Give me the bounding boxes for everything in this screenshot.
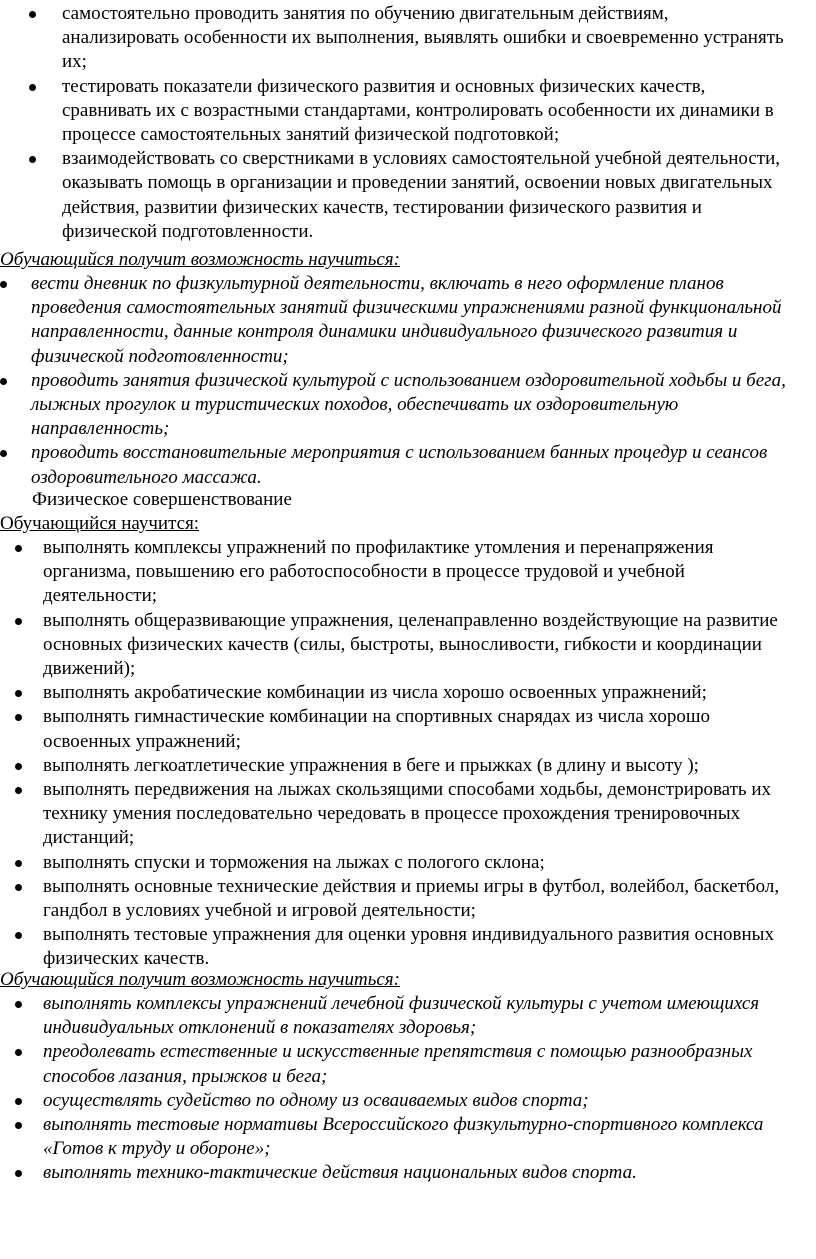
list-item: вести дневник по физкультурной деятельности, включать в него оформление планов проведения самостоятельных занятий физическими упражнениями разной функциональной направленности, данные контроля динамики индивидуального физического развития и физической подготовленности; [0,272,816,369]
list-item: выполнять общеразвивающие упражнения, целенаправленно воздействующие на развитие основных физических качеств (силы, быстроты, выносливости, гибкости и координации движений); [0,609,800,682]
opportunity-list-physical [0,992,800,1186]
opportunity-list-activity [0,272,816,490]
bullet-icon [15,545,22,552]
bullet-icon [29,84,36,91]
bullet-icon [0,281,7,288]
list-item: выполнять легкоатлетические упражнения в беге и прыжках (в длину и высоту ); [0,754,800,778]
bullet-icon [0,450,7,457]
list-item: выполнять комплексы упражнений лечебной физической культуры с учетом имеющихся индивидуальных отклонений в показателях здоровья; [0,992,800,1040]
bullet-icon [15,618,22,625]
list-item: выполнять спуски и торможения на лыжах с пологого склона; [0,851,800,875]
list-item: проводить занятия физической культурой с использованием оздоровительной ходьбы и бега, лыжных прогулок и туристических походов, обеспечивать их оздоровительную направленность; [0,369,816,442]
list-item: выполнять гимнастические комбинации на спортивных снарядах из числа хорошо освоенных упражнений; [0,705,800,753]
list-item: выполнять тестовые упражнения для оценки уровня индивидуального развития основных физических качеств. [0,923,800,971]
list-item: проводить восстановительные мероприятия с использованием банных процедур и сеансов оздоровительного массажа. [0,441,816,489]
list-item: тестировать показатели физического развития и основных физических качеств, сравнивать их с возрастными стандартами, контролировать особенности их динамики в процессе самостоятельных занятий физической подготовкой; [0,75,784,148]
learning-list-physical [0,536,800,972]
section-heading-learning: Обучающийся научится: [0,513,200,534]
bullet-icon [15,932,22,939]
list-item: взаимодействовать со сверстниками в условиях самостоятельной учебной деятельности, оказывать помощь в организации и проведении занятий, освоении новых двигательных действия, развитии физических качеств, тестировании физического развития и физической подготовленности. [0,147,784,244]
section-heading-opportunity-physical: Обучающийся получит возможность научиться: [0,969,400,990]
list-item: выполнять технико-тактические действия национальных видов спорта. [0,1161,800,1185]
section-subtitle: Физическое совершенствование [32,489,292,510]
list-item: осуществлять судейство по одному из осваиваемых видов спорта; [0,1089,800,1113]
bullet-icon [15,1049,22,1056]
list-item: самостоятельно проводить занятия по обучению двигательным действиям, анализировать особенности их выполнения, выявлять ошибки и своевременно устранять их; [0,2,784,75]
bullet-icon [15,884,22,891]
bullet-icon [15,714,22,721]
bullet-icon [29,11,36,18]
bullet-icon [15,1098,22,1105]
list-item: выполнять комплексы упражнений по профилактике утомления и перенапряжения организма, повышению его работоспособности в процессе трудовой и учебной деятельности; [0,536,800,609]
skills-list-independent-activity [0,2,784,244]
bullet-icon [15,1001,22,1008]
section-heading-opportunity: Обучающийся получит возможность научиться: [0,249,400,270]
bullet-icon [29,156,36,163]
list-item: преодолевать естественные и искусственные препятствия с помощью разнообразных способов лазания, прыжков и бега; [0,1040,800,1088]
list-item: выполнять акробатические комбинации из числа хорошо освоенных упражнений; [0,681,800,705]
bullet-icon [15,860,22,867]
bullet-icon [15,1170,22,1177]
bullet-icon [15,763,22,770]
list-item: выполнять передвижения на лыжах скользящими способами ходьбы, демонстрировать их технику умения последовательно чередовать в процессе прохождения тренировочных дистанций; [0,778,800,851]
bullet-icon [0,378,7,385]
list-item: выполнять тестовые нормативы Всероссийского физкультурно-спортивного комплекса «Готов к труду и обороне»; [0,1113,800,1161]
bullet-icon [15,1122,22,1129]
bullet-icon [15,787,22,794]
list-item: выполнять основные технические действия и приемы игры в футбол, волейбол, баскетбол, гандбол в условиях учебной и игровой деятельности; [0,875,800,923]
bullet-icon [15,690,22,697]
